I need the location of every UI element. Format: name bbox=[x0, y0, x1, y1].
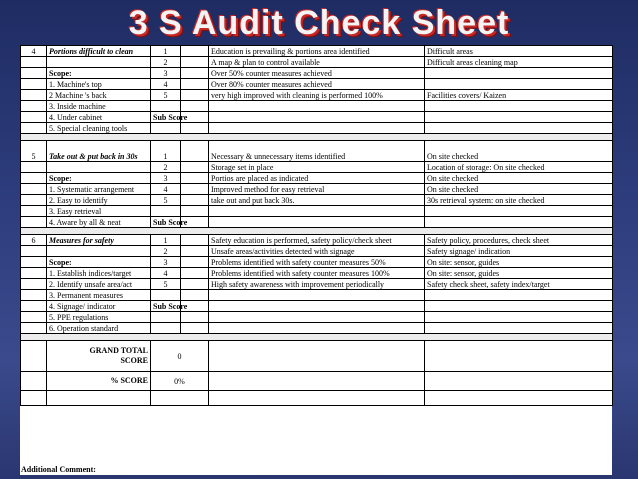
table-row bbox=[21, 235, 613, 246]
criteria-score: 5 bbox=[151, 90, 181, 101]
scope-item: 4. Signage/ indicator bbox=[47, 301, 151, 312]
criteria-evidence: Safety signage/ indication bbox=[425, 246, 613, 257]
criteria-description: very high improved with cleaning is performed 100% bbox=[209, 90, 425, 101]
criteria-score: 5 bbox=[151, 279, 181, 290]
table-row bbox=[21, 195, 613, 206]
criteria-description: Storage set in place bbox=[209, 162, 425, 173]
criteria-score: 3 bbox=[151, 257, 181, 268]
score-input-cell[interactable] bbox=[181, 68, 209, 79]
table-row bbox=[21, 279, 613, 290]
score-input-cell[interactable] bbox=[181, 162, 209, 173]
score-input-cell[interactable] bbox=[181, 184, 209, 195]
criteria-evidence: On site checked bbox=[425, 141, 613, 162]
scope-item: 3. Inside machine bbox=[47, 101, 151, 112]
criteria-description: Education is prevailing & portions area identified bbox=[209, 46, 425, 57]
section-divider bbox=[21, 134, 613, 141]
table-row bbox=[21, 312, 613, 323]
table-row bbox=[21, 290, 613, 301]
criteria-description: Improved method for easy retrieval bbox=[209, 184, 425, 195]
table-row bbox=[21, 257, 613, 268]
criteria-evidence bbox=[425, 79, 613, 90]
criteria-description: A map & plan to control available bbox=[209, 57, 425, 68]
criteria-evidence: On site: sensor, guides bbox=[425, 257, 613, 268]
table-row bbox=[21, 206, 613, 217]
section-divider bbox=[21, 228, 613, 235]
scope-item: 3. Easy retrieval bbox=[47, 206, 151, 217]
criteria-evidence bbox=[425, 68, 613, 79]
criteria-evidence: On site: sensor, guides bbox=[425, 268, 613, 279]
criteria-evidence: Safety policy, procedures, check sheet bbox=[425, 235, 613, 246]
criteria-evidence: Location of storage: On site checked bbox=[425, 162, 613, 173]
page-title: 3 S Audit Check Sheet bbox=[128, 4, 510, 42]
criteria-description: Safety education is performed, safety policy/check sheet bbox=[209, 235, 425, 246]
score-input-cell[interactable] bbox=[181, 90, 209, 101]
score-input-cell[interactable] bbox=[181, 79, 209, 90]
criteria-score: 3 bbox=[151, 173, 181, 184]
scope-item: 2 Machine 's back bbox=[47, 90, 151, 101]
scope-item: 5. PPE regulations bbox=[47, 312, 151, 323]
score-input-cell[interactable] bbox=[181, 46, 209, 57]
criteria-description: Unsafe areas/activities detected with signage bbox=[209, 246, 425, 257]
table-row bbox=[21, 173, 613, 184]
audit-table bbox=[20, 45, 613, 406]
scope-label: Scope: bbox=[47, 68, 151, 79]
criteria-evidence: Difficult areas bbox=[425, 46, 613, 57]
score-input-cell[interactable] bbox=[181, 279, 209, 290]
subscore-label: Sub Score bbox=[151, 301, 181, 312]
audit-sheet bbox=[20, 45, 612, 475]
section-heading: Measures for safety bbox=[47, 235, 151, 246]
table-row bbox=[21, 68, 613, 79]
pct-score-value[interactable]: 0% bbox=[151, 372, 209, 391]
grand-total-label-line1: GRAND TOTAL bbox=[89, 346, 148, 355]
score-input-cell[interactable] bbox=[181, 246, 209, 257]
grand-total-row bbox=[21, 341, 613, 372]
scope-label: Scope: bbox=[47, 257, 151, 268]
table-row bbox=[21, 184, 613, 195]
grand-total-label-line2: SCORE bbox=[120, 356, 148, 365]
pct-score-label: % SCORE bbox=[47, 372, 151, 391]
section-heading: Take out & put back in 30s bbox=[47, 141, 151, 162]
score-input-cell[interactable] bbox=[181, 195, 209, 206]
scope-item: 4. Aware by all & neat bbox=[47, 217, 151, 228]
table-row bbox=[21, 79, 613, 90]
score-input-cell[interactable] bbox=[181, 257, 209, 268]
subscore-label: Sub Score bbox=[151, 112, 181, 123]
pct-score-row bbox=[21, 372, 613, 391]
criteria-score: 2 bbox=[151, 57, 181, 68]
scope-item: 6. Operation standard bbox=[47, 323, 151, 334]
scope-label: Scope: bbox=[47, 173, 151, 184]
section-heading: Portions difficult to clean bbox=[47, 46, 151, 57]
scope-item: 2. Identify unsafe area/act bbox=[47, 279, 151, 290]
scope-item: 2. Easy to identify bbox=[47, 195, 151, 206]
criteria-score: 2 bbox=[151, 162, 181, 173]
criteria-score: 4 bbox=[151, 79, 181, 90]
criteria-evidence: Difficult areas cleaning map bbox=[425, 57, 613, 68]
criteria-description: Problems identified with safety counter measures 100% bbox=[209, 268, 425, 279]
table-row bbox=[21, 123, 613, 134]
table-row bbox=[21, 112, 613, 123]
table-row bbox=[21, 268, 613, 279]
scope-item: 1. Machine's top bbox=[47, 79, 151, 90]
grand-total-value[interactable]: 0 bbox=[151, 341, 209, 372]
table-row bbox=[21, 301, 613, 312]
criteria-score: 1 bbox=[151, 235, 181, 246]
table-row bbox=[21, 57, 613, 68]
table-row bbox=[21, 141, 613, 162]
criteria-evidence: On site checked bbox=[425, 184, 613, 195]
section-number: 6 bbox=[21, 235, 47, 246]
scope-item: 5. Special cleaning tools bbox=[47, 123, 151, 134]
table-row bbox=[21, 162, 613, 173]
criteria-description: take out and put back 30s. bbox=[209, 195, 425, 206]
criteria-evidence: On site checked bbox=[425, 173, 613, 184]
section-number: 4 bbox=[21, 46, 47, 57]
score-input-cell[interactable] bbox=[181, 173, 209, 184]
criteria-score: 4 bbox=[151, 268, 181, 279]
score-input-cell[interactable] bbox=[181, 57, 209, 68]
additional-comment-label: Additional Comment: bbox=[21, 465, 96, 474]
scope-item: 4. Under cabinet bbox=[47, 112, 151, 123]
criteria-score: 1 bbox=[151, 141, 181, 162]
table-row bbox=[21, 101, 613, 112]
scope-item: 1. Systematic arrangement bbox=[47, 184, 151, 195]
grand-total-label bbox=[47, 341, 151, 372]
criteria-description: Necessary & unnecessary items identified bbox=[209, 141, 425, 162]
criteria-description: Portios are placed as indicated bbox=[209, 173, 425, 184]
criteria-description: Problems identified with safety counter measures 50% bbox=[209, 257, 425, 268]
criteria-evidence: Safety check sheet, safety index/target bbox=[425, 279, 613, 290]
section-divider bbox=[21, 334, 613, 341]
table-row bbox=[21, 391, 613, 406]
table-row bbox=[21, 323, 613, 334]
scope-item: 3. Permanent measures bbox=[47, 290, 151, 301]
table-row bbox=[21, 90, 613, 101]
table-row bbox=[21, 46, 613, 57]
criteria-evidence: Facilities covers/ Kaizen bbox=[425, 90, 613, 101]
score-input-cell[interactable] bbox=[181, 235, 209, 246]
score-input-cell[interactable] bbox=[181, 268, 209, 279]
criteria-score: 5 bbox=[151, 195, 181, 206]
score-input-cell[interactable] bbox=[181, 141, 209, 162]
table-row bbox=[21, 217, 613, 228]
section-number: 5 bbox=[21, 141, 47, 162]
criteria-score: 1 bbox=[151, 46, 181, 57]
scope-item: 1. Establish indices/target bbox=[47, 268, 151, 279]
criteria-description: Over 50% counter measures achieved bbox=[209, 68, 425, 79]
criteria-score: 2 bbox=[151, 246, 181, 257]
criteria-description: Over 80% counter measures achieved bbox=[209, 79, 425, 90]
criteria-evidence: 30s retrieval system: on site checked bbox=[425, 195, 613, 206]
subscore-label: Sub Score bbox=[151, 217, 181, 228]
criteria-score: 3 bbox=[151, 68, 181, 79]
criteria-description: High safety awareness with improvement periodically bbox=[209, 279, 425, 290]
table-row bbox=[21, 246, 613, 257]
criteria-score: 4 bbox=[151, 184, 181, 195]
